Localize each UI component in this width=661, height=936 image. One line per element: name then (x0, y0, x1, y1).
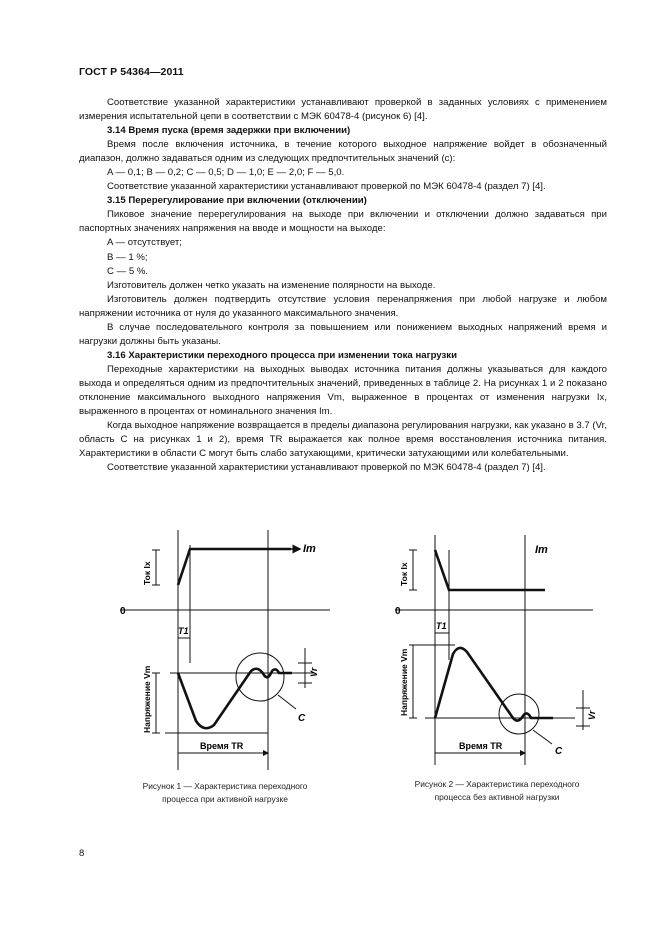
section-heading-3-14: 3.14 Время пуска (время задержки при включении) (107, 125, 351, 137)
section-heading-3-15: 3.15 Перерегулирование при включении (отключении) (107, 195, 367, 207)
figure-1-caption (100, 780, 350, 805)
voltage-axis-label: Напряжение Vm (142, 665, 152, 733)
voltage-curve (435, 648, 553, 721)
paragraph: Изготовитель должен четко указать на изменение полярности на выходе. (107, 279, 436, 291)
paragraph: Когда выходное напряжение возвращается в пределы диапазона регулирования нагрузки, как указано в 3.7 (Vr, область C на рисунках 1 и 2), время TR выражается как полное время восстановления источника питания. Характеристики в области C могут быть слабо затухающими, критически затухающими или колебательными. (79, 420, 607, 460)
region-c-pointer (278, 695, 296, 709)
voltage-axis-label: Напряжение Vm (399, 648, 409, 716)
region-c-label: C (555, 746, 563, 757)
section-heading-3-16: 3.16 Характеристики переходного процесса при изменении тока нагрузки (107, 349, 457, 361)
time-axis-label: Время TR (459, 741, 503, 751)
t1-label: T1 (178, 626, 189, 636)
paragraph: Пиковое значение перерегулирования на выходе при включении и отключении должно задаваться при паспортных значениях напряжения на вводе и мощности на выходе: (79, 209, 607, 235)
paragraph: Время после включения источника, в течение которого выходное напряжение войдет в обозначенный диапазон, должно задаваться одним из следующих предпочтительных значений (с): (79, 139, 607, 165)
zero-label: 0 (395, 606, 401, 617)
region-c-pointer (533, 730, 552, 744)
figure-2 (395, 530, 605, 770)
current-target-label: Im (303, 543, 316, 555)
region-c-circle (236, 653, 284, 701)
t1-label: T1 (436, 621, 447, 631)
figure-2-caption (372, 778, 622, 803)
current-axis-label: Ток Ix (142, 561, 152, 585)
region-c-label: C (298, 713, 306, 724)
voltage-curve (178, 669, 292, 728)
caption-line: процесса при активной нагрузке (162, 793, 288, 804)
document-header: ГОСТ Р 54364—2011 (79, 66, 184, 78)
paragraph: Переходные характеристики на выходных выводах источника питания должны указываться для каждого выхода и определяться одним из предпочтительных значений, приведенных в таблице 2. На рисунках 1 и 2 показано отклонение максимального выходного напряжения Vm, выраженное в процентах от изменения нагрузки Ix, выраженного в процентах от номинального значения Im. (79, 363, 607, 418)
page-number: 8 (79, 848, 85, 859)
paragraph: В случае последовательного контроля за повышением или понижением выходных напряжений время и нагрузки должны быть указаны. (79, 321, 607, 347)
current-target-label: Im (535, 544, 548, 556)
caption-line: Рисунок 1 — Характеристика переходного (142, 781, 308, 791)
paragraph-values: A — 0,1; B — 0,2; C — 0,5; D — 1,0; E — 2,0; F — 5,0. (107, 167, 345, 179)
paragraph: Изготовитель должен подтвердить отсутствие условия перенапряжения при любой нагрузке и любом напряжении источника от нуля до указанного максимального значения. (79, 293, 607, 319)
caption-line: процесса без активной нагрузки (434, 791, 560, 802)
figure-1 (120, 525, 340, 770)
paragraph: Соответствие указанной характеристики устанавливают проверкой по МЭК 60478-4 (раздел 7) [4]. (107, 462, 546, 474)
list-item: A — отсутствует; (107, 237, 182, 249)
current-axis-label: Ток Ix (399, 562, 409, 586)
current-curve (178, 549, 291, 585)
zero-label: 0 (120, 606, 126, 617)
paragraph: Соответствие указанной характеристики устанавливают проверкой в заданных условиях с применением измерения испытательной цепи в соответствии с МЭК 60478-4 (рисунок 6) [4]. (79, 97, 607, 123)
figure-2-diagram (395, 530, 605, 770)
figure-1-diagram (120, 525, 340, 770)
caption-line: Рисунок 2 — Характеристика переходного (414, 779, 580, 789)
current-curve (435, 550, 545, 590)
region-c-circle (499, 694, 539, 734)
body-text (79, 96, 607, 475)
time-axis-label: Время TR (200, 741, 244, 751)
paragraph: Соответствие указанной характеристики устанавливают проверкой по МЭК 60478-4 (раздел 7) [4]. (107, 181, 546, 193)
list-item: B — 1 %; (107, 251, 148, 263)
vr-label: Vr (309, 667, 319, 677)
list-item: C — 5 %. (107, 265, 149, 277)
vr-label: Vr (587, 710, 597, 720)
